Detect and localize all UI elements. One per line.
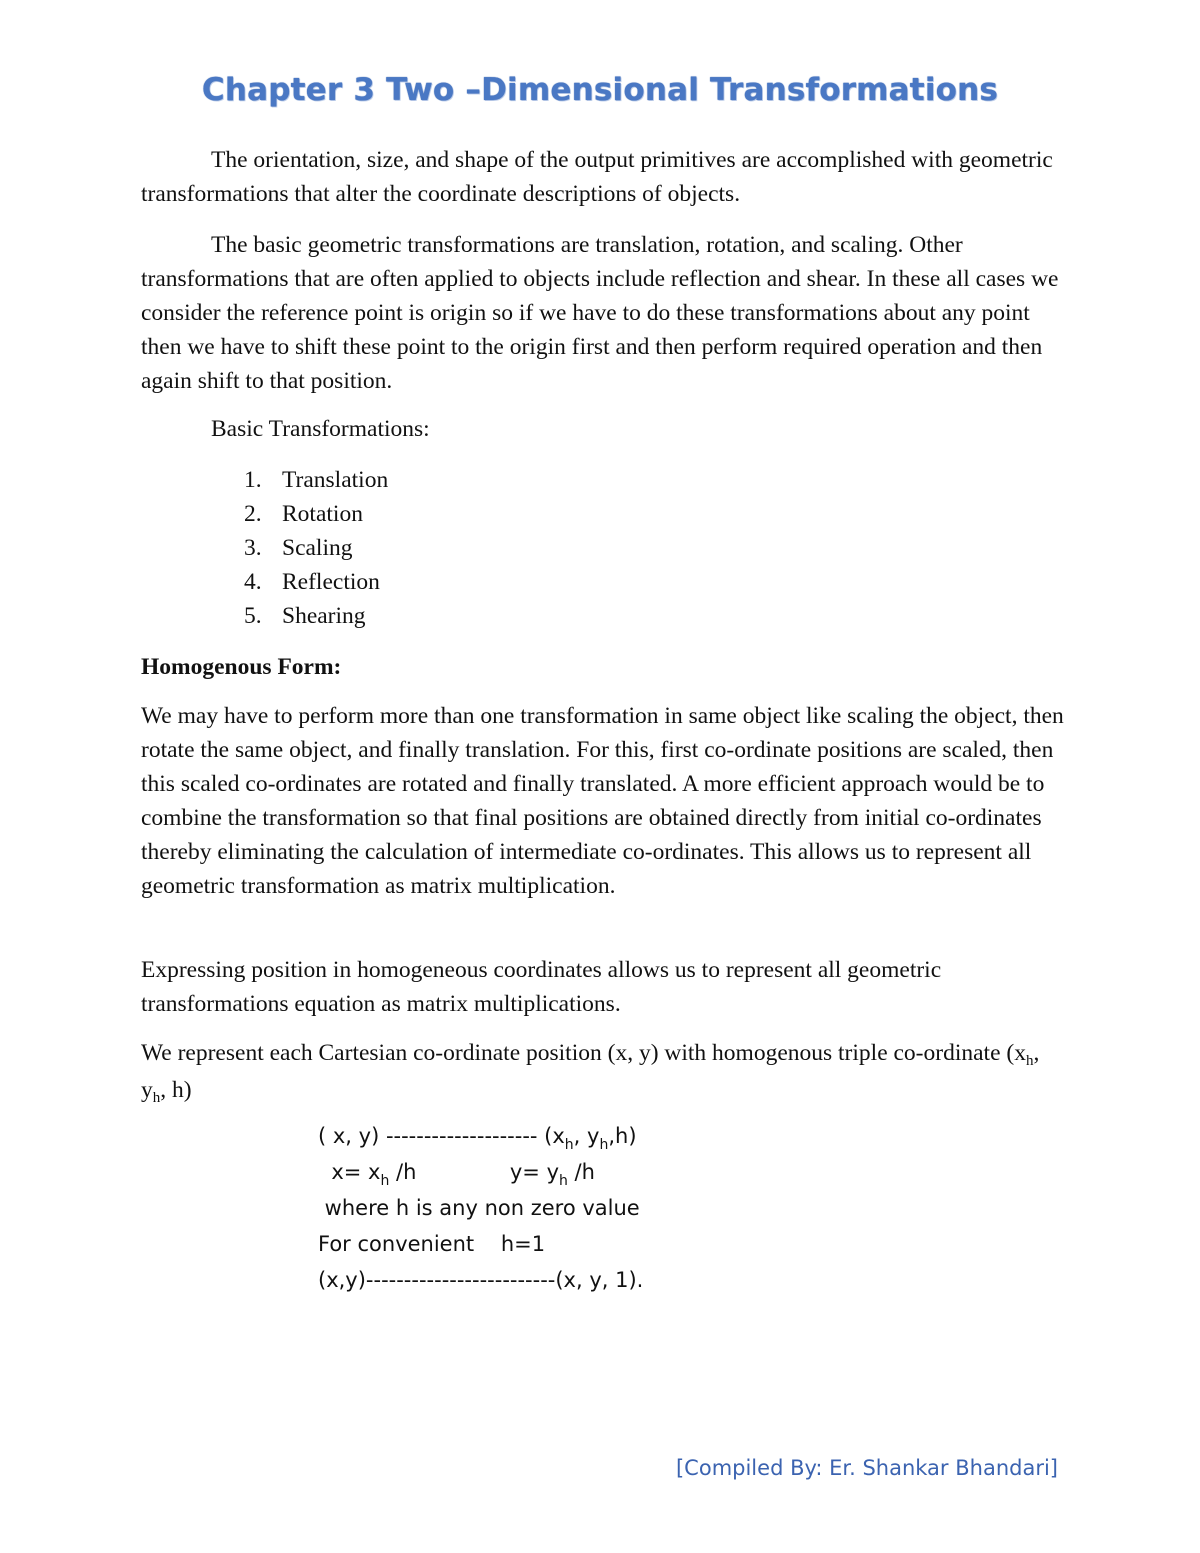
formula-row-conversion: $x= x_h$ /h $y= y_h$ /h xyxy=(318,1160,595,1189)
list-item: 3. Scaling xyxy=(244,535,353,561)
basic-transformations-heading: Basic Transformations: xyxy=(211,416,430,442)
list-item: 2. Rotation xyxy=(244,501,363,527)
homogenous-paragraph-3: We represent each Cartesian co-ordinate position (x, y) with homogenous triple co-ordinate ($x_h$, $y_h$, h) xyxy=(141,1040,1040,1106)
list-item: 5. Shearing xyxy=(244,603,366,629)
intro-text: The orientation, size, and shape of the output primitives are accomplished with geometric transformations that alter the coordinate descriptions of objects. xyxy=(141,147,1053,207)
basic-text: The basic geometric transformations are translation, rotation, and scaling. Other transformations that are often applied to objects include reflection and shear. In these all cases we consider the reference point is origin so if we have to do these transformations about any point then we have to shift these point to the origin first and then perform required operation and then again shift to that position. xyxy=(141,232,1059,394)
list-item: 4. Reflection xyxy=(244,569,380,595)
basic-paragraph xyxy=(141,228,1066,398)
homogenous-form-heading: Homogenous Form: xyxy=(141,654,342,680)
homogenous-paragraph-2: Expressing position in homogeneous coordinates allows us to represent all geometric transformations equation as matrix multiplications. xyxy=(141,957,942,1017)
intro-paragraph xyxy=(141,143,1066,211)
formula-row-result: (x,y)-------------------------(x, y, 1). xyxy=(318,1268,644,1292)
formula-row-note: where h is any non zero value xyxy=(318,1196,640,1220)
homogenous-formulas xyxy=(318,1118,643,1298)
formula-row-convenient: For convenient h=1 xyxy=(318,1232,546,1256)
formula-row-mapping: ( x, y) -------------------- ($x_h$, $y_h,h$) xyxy=(318,1124,637,1153)
compiled-by-footer: [Compiled By: Er. Shankar Bhandari] xyxy=(675,1456,1058,1480)
transformations-list xyxy=(244,463,388,633)
list-item: 1. Translation xyxy=(244,467,389,493)
chapter-title: Chapter 3 Two –Dimensional Transformations xyxy=(201,72,999,108)
homogenous-paragraph-1: We may have to perform more than one transformation in same object like scaling the object, then rotate the same object, and finally translation. For this, first co-ordinate positions are scaled, then this scaled co-ordinates are rotated and finally translated. A more efficient approach would be to combine the transformation so that final positions are obtained directly from initial co-ordinates thereby eliminating the calculation of intermediate co-ordinates. This allows us to represent all geometric transformation as matrix multiplication. xyxy=(141,703,1064,899)
